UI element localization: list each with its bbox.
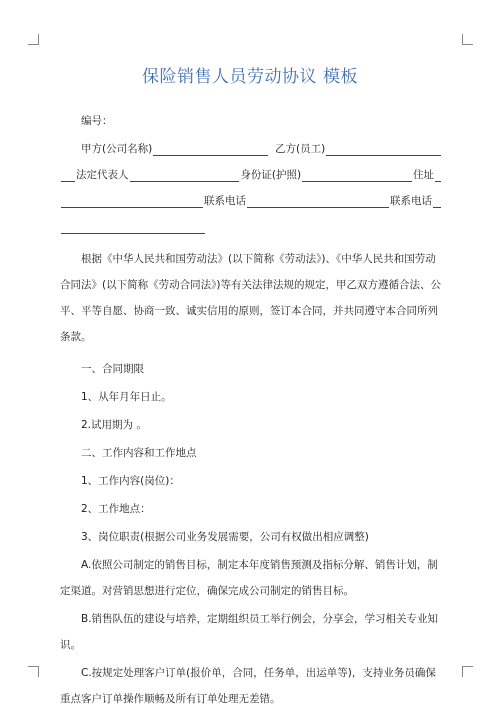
party-b-blank — [326, 144, 441, 156]
crop-mark-top-left — [28, 34, 39, 45]
phone-blank-2 — [433, 196, 441, 208]
phone-blank-1 — [247, 196, 389, 208]
party-a-blank — [153, 144, 268, 156]
sections — [60, 356, 442, 712]
leading-blank — [61, 170, 75, 182]
number-label: 编号： — [81, 115, 113, 127]
phone-label-2: 联系电话 — [390, 195, 432, 207]
clause-term-period: 1、从年月年日止。 — [81, 391, 172, 403]
section-heading-term: 一、合同期限 — [81, 363, 144, 375]
contract-number-line — [81, 114, 442, 128]
crop-mark-bottom-right — [462, 666, 473, 677]
legal-rep-blank — [130, 170, 240, 182]
legal-rep-label: 法定代表人 — [76, 169, 129, 181]
duty-a: A.依照公司制定的销售目标，制定本年度销售预测及指标分解、销售计划，制定渠道。对营销思想进行定位，确保完成公司制定的销售目标。 — [60, 559, 438, 597]
crop-mark-top-right — [462, 34, 473, 45]
clause-work-content: 1、工作内容(岗位)： — [81, 475, 180, 487]
intro-paragraph: 根据《中华人民共和国劳动法》(以下简称《劳动法》)、《中华人民共和国劳动合同法》(以下简称《劳动合同法》)等有关法律法规的规定，甲乙双方遵循合法、公平、平等自愿、协商一致、诚实信用的原则，签订本合同，并共同遵守本合同所列条款。 — [60, 253, 441, 343]
crop-mark-bottom-left — [28, 666, 39, 677]
document-title: 保险销售人员劳动协议 模板 — [142, 67, 358, 87]
parties-line — [81, 142, 442, 156]
id-blank — [302, 170, 412, 182]
document-body — [60, 114, 442, 712]
phone-label-1: 联系电话 — [204, 195, 246, 207]
id-label: 身份证(护照) — [240, 169, 302, 181]
phone-line — [60, 194, 442, 208]
clause-work-location: 2、工作地点： — [81, 503, 151, 515]
clause-duties: 3、岗位职责(根据公司业务发展需要，公司有权做出相应调整) — [81, 531, 369, 543]
address-blank — [435, 170, 441, 182]
phone-blank-2-continued — [61, 222, 205, 234]
duty-b: B.销售队伍的建设与培养，定期组织员工举行例会，分享会，学习相关专业知识。 — [60, 613, 439, 651]
party-a-label: 甲方(公司名称) — [81, 143, 153, 155]
address-label: 住址 — [413, 169, 435, 181]
party-b-label: 乙方(员工) — [275, 143, 326, 155]
section-heading-work: 二、工作内容和工作地点 — [81, 447, 197, 459]
clause-probation: 2.试用期为 。 — [81, 419, 147, 431]
address-blank-continued — [61, 196, 203, 208]
legal-rep-line — [60, 168, 442, 182]
phone-continued-line — [60, 222, 442, 234]
duty-c: C.按规定处理客户订单(报价单，合同，任务单，出运单等)，支持业务员确保重点客户订单操作顺畅及所有订单处理无差错。 — [60, 667, 436, 705]
